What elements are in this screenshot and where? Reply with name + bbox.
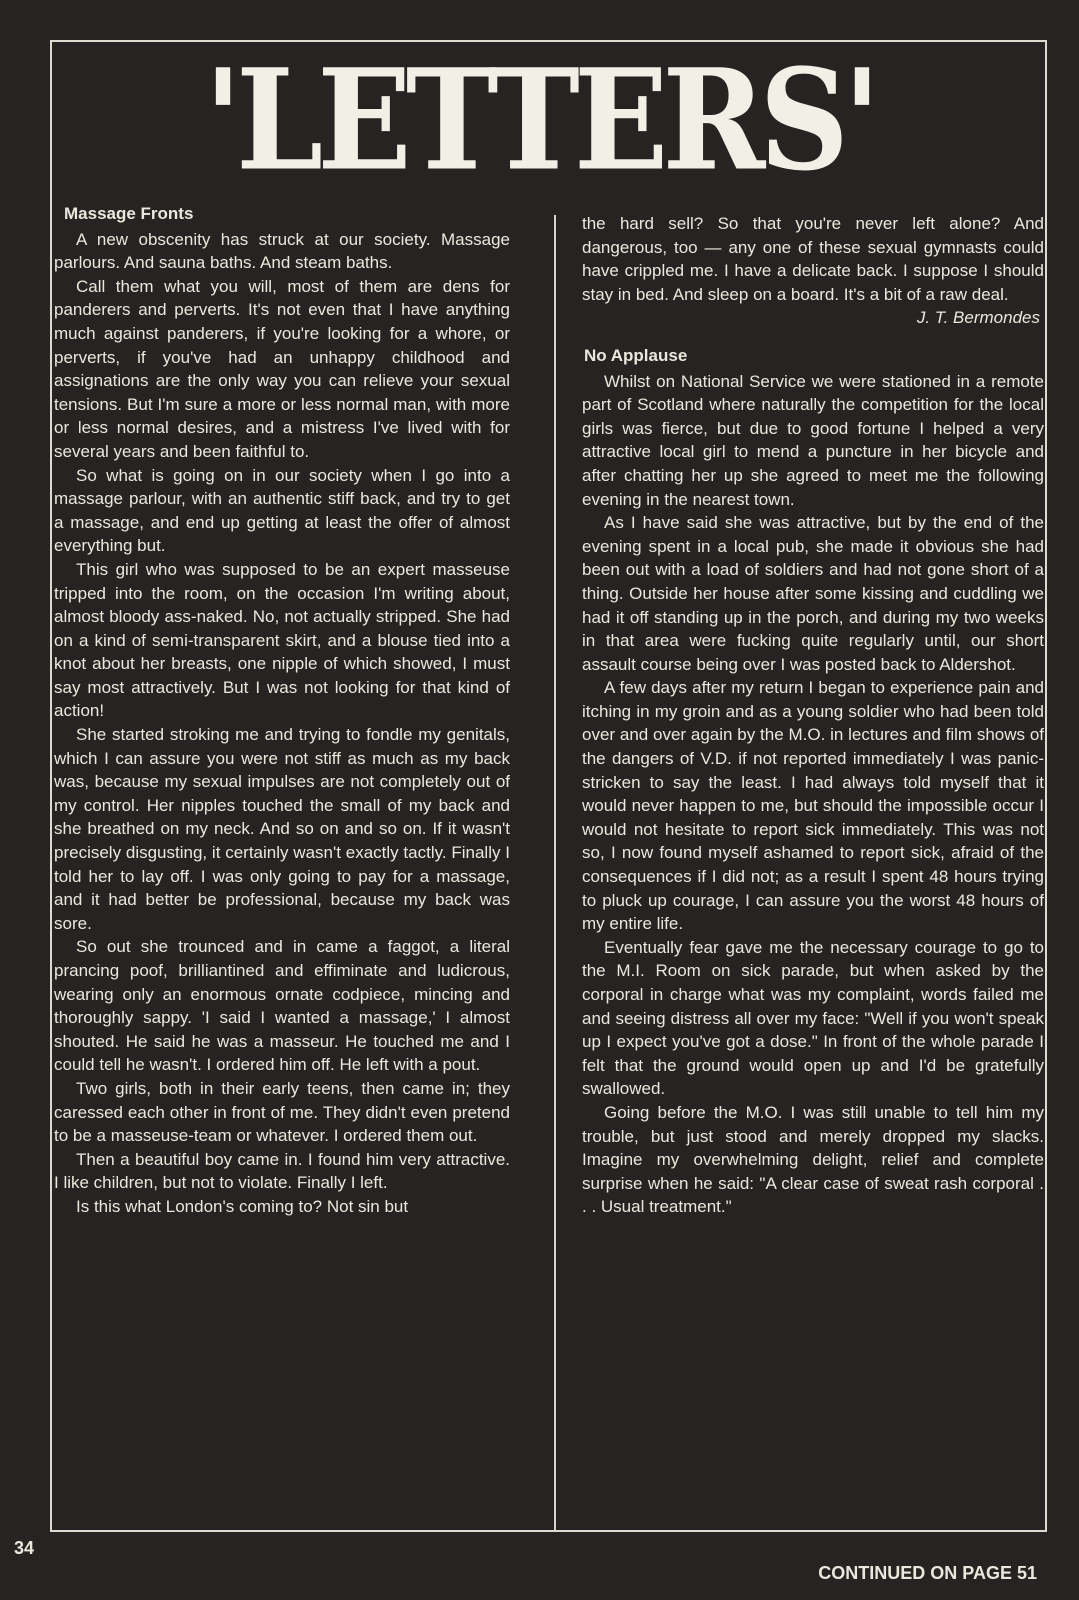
letter-heading-no-applause: No Applause xyxy=(584,345,688,365)
letter-paragraph: So what is going on in our society when I go into a massage parlour, with an authentic stiff back, and try to get a massage, and end up getting at least the offer of almost everything but. xyxy=(54,465,510,556)
column-divider xyxy=(554,215,556,1530)
page-number: 34 xyxy=(14,1538,35,1558)
letter-paragraph: She started stroking me and trying to fondle my genitals, which I can assure you were not stiff as much as my back was, because my sexual impulses are not completely out of my control. Her nipples touched the small of my back and she breathed on my neck. And so on and so on. If it wasn't precisely disgusting, it certainly wasn't exactly tactly. Finally I told her to lay off. I was only going to pay for a massage, and it had better be professional, because my back was sore. xyxy=(54,725,510,933)
letter-continuation: the hard sell? So that you're never left alone? And dangerous, too — any one of these sexual gymnasts could have crippled me. I have a delicate back. I suppose I should stay in bed. And sleep on a board. It's a bit of a raw deal. xyxy=(582,214,1044,304)
letter-paragraph: So out she trounced and in came a faggot, a literal prancing poof, brilliantined and effiminate and ludicrous, wearing only an enormous ornate codpiece, mincing and thoroughly sappy. 'I said I wanted a massage,' I almost shouted. He said he was a masseur. He touched me and I could tell he wasn't. I ordered him off. He left with a pout. xyxy=(54,937,510,1075)
letter-paragraph: This girl who was supposed to be an expert masseuse tripped into the room, on the occasion I'm writing about, almost bloody ass-naked. No, not actually stripped. She had on a kind of semi-transparent skirt, and a blouse tied into a knot about her breasts, one nipple of which showed, I must say most attractively. But I was not looking for that kind of action! xyxy=(54,559,510,721)
letter-paragraph: A few days after my return I began to experience pain and itching in my groin and as a young soldier who had been told over and over again by the M.O. in lectures and film shows of the dangers of V.D. if not reported immediately I was panic-stricken to say the least. I had always told myself that it would never happen to me, but should the impossible occur I would not hesitate to report sick immediately. This was not so, I now found myself ashamed to report sick, afraid of the consequences if I did not; as a result I spent 48 hours trying to pluck up courage, I can assure you the worst 48 hours of my entire life. xyxy=(582,678,1044,934)
left-column xyxy=(54,202,510,1219)
letter-paragraph: A new obscenity has struck at our society. Massage parlours. And sauna baths. And steam baths. xyxy=(54,229,510,273)
continued-notice: CONTINUED ON PAGE 51 xyxy=(818,1563,1037,1583)
letter-paragraph: Call them what you will, most of them are dens for panderers and perverts. It's not even that I have anything much against panderers, if you're looking for a whore, or perverts, if you've had an unhappy childhood and assignations are the only way you can relieve your sexual tensions. But I'm sure a more or less normal man, with more or less normal desires, and a mistress I've lived with for several years and been faithful to. xyxy=(54,276,510,461)
letter-paragraph: As I have said she was attractive, but by the end of the evening spent in a local pub, she made it obvious she had been out with a load of soldiers and had not gone short of a thing. Outside her house after some kissing and cuddling we had it off standing up in the porch, and during my two weeks in that area were fucking quite regularly until, our short assault course being over I was posted back to Aldershot. xyxy=(582,513,1044,674)
letter-signature: J. T. Bermondes xyxy=(916,308,1040,328)
letter-paragraph: Whilst on National Service we were stationed in a remote part of Scotland where naturally the competition for the local girls was fierce, but due to good fortune I helped a very attractive local girl to mend a puncture in her bicycle and after chatting her up she agreed to meet me the following evening in the nearest town. xyxy=(582,371,1044,509)
letter-paragraph: Is this what London's coming to? Not sin but xyxy=(76,1196,409,1216)
page-title: 'LETTERS' xyxy=(204,39,875,203)
letter-heading-massage-fronts: Massage Fronts xyxy=(64,204,194,223)
letter-paragraph: Two girls, both in their early teens, then came in; they caressed each other in front of me. They didn't even pretend to be a masseuse-team or whatever. I ordered them out. xyxy=(54,1078,510,1146)
letter-paragraph: Going before the M.O. I was still unable to tell him my trouble, but just stood and merely dropped my slacks. Imagine my overwhelming delight, relief and complete surprise when he said: "A clear case of sweat rash corporal . . . Usual treatment." xyxy=(582,1102,1044,1217)
right-column xyxy=(582,212,1044,1219)
letter-paragraph: Then a beautiful boy came in. I found him very attractive. I like children, but not to violate. Finally I left. xyxy=(54,1149,510,1193)
letter-paragraph: Eventually fear gave me the necessary courage to go to the M.I. Room on sick parade, but when asked by the corporal in charge what was my complaint, words failed me and seeing distress all over my face: "Well if you won't speak up I expect you've got a dose." In front of the whole parade I felt that the ground would open up and I'd be gratefully swallowed. xyxy=(582,937,1044,1099)
